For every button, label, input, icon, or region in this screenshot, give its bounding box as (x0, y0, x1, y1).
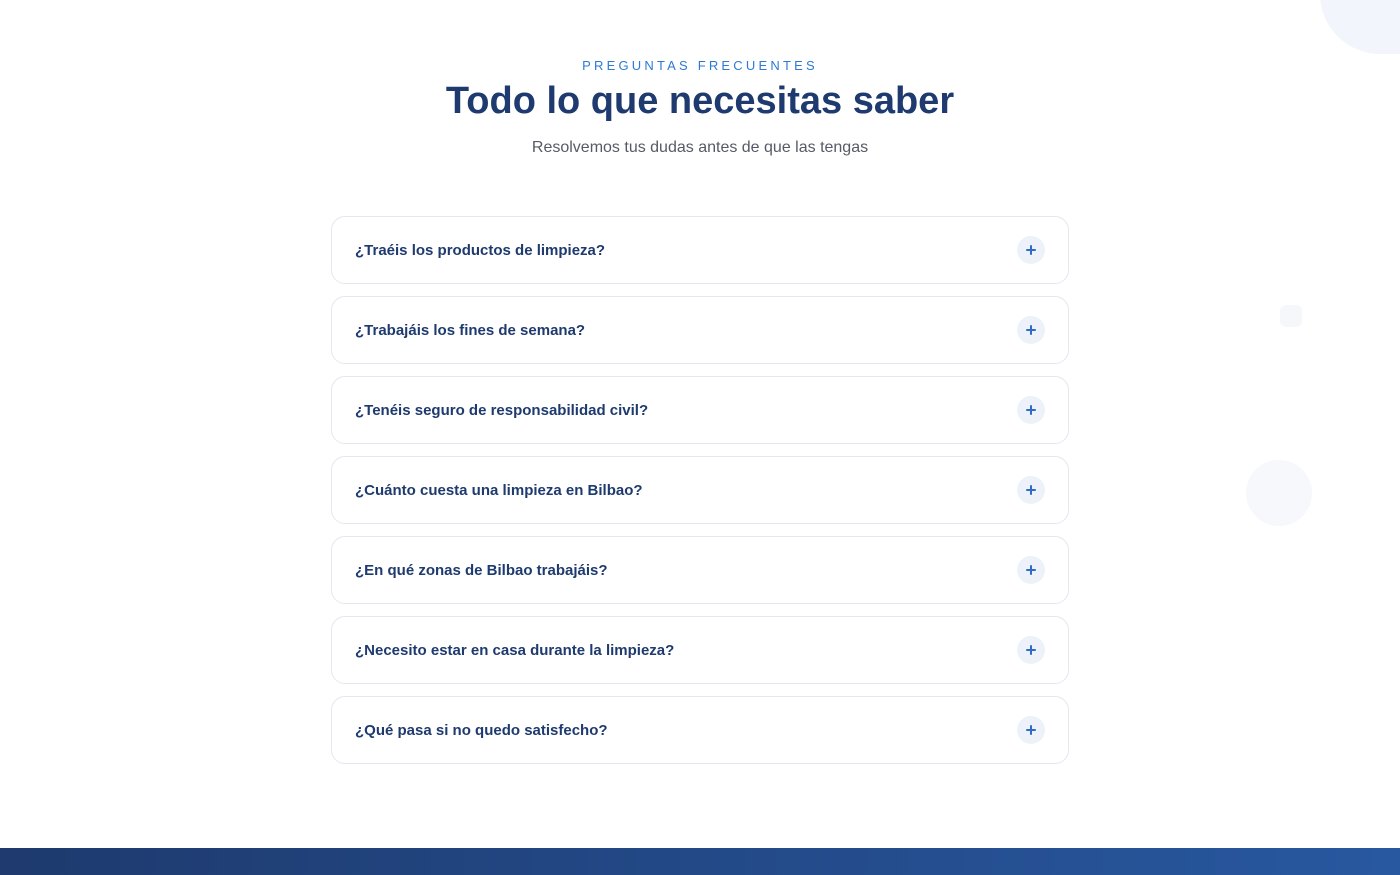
faq-list (331, 216, 1069, 776)
plus-icon[interactable] (1017, 636, 1045, 664)
plus-icon[interactable] (1017, 316, 1045, 344)
faq-item[interactable] (331, 536, 1069, 604)
plus-icon[interactable] (1017, 556, 1045, 584)
faq-item[interactable] (331, 456, 1069, 524)
plus-icon[interactable] (1017, 396, 1045, 424)
faq-question: ¿Qué pasa si no quedo satisfecho? (355, 721, 608, 739)
faq-question: ¿Necesito estar en casa durante la limpieza? (355, 641, 675, 659)
decorative-blob (1246, 460, 1312, 526)
plus-icon[interactable] (1017, 236, 1045, 264)
decorative-blob (1280, 305, 1302, 327)
section-subtitle: Resolvemos tus dudas antes de que las tengas (531, 139, 869, 156)
faq-question: ¿Tenéis seguro de responsabilidad civil? (355, 401, 649, 419)
plus-icon[interactable] (1017, 716, 1045, 744)
section-eyebrow: PREGUNTAS FRECUENTES (582, 58, 818, 73)
section-title: Todo lo que necesitas saber (445, 80, 955, 122)
footer-band (0, 848, 1400, 875)
plus-icon[interactable] (1017, 476, 1045, 504)
faq-question: ¿En qué zonas de Bilbao trabajáis? (355, 561, 608, 579)
faq-item[interactable] (331, 216, 1069, 284)
faq-item[interactable] (331, 296, 1069, 364)
faq-item[interactable] (331, 696, 1069, 764)
faq-question: ¿Cuánto cuesta una limpieza en Bilbao? (355, 481, 643, 499)
faq-question: ¿Traéis los productos de limpieza? (355, 241, 606, 259)
decorative-blob (1320, 0, 1400, 54)
faq-item[interactable] (331, 616, 1069, 684)
faq-question: ¿Trabajáis los fines de semana? (355, 321, 586, 339)
faq-item[interactable] (331, 376, 1069, 444)
